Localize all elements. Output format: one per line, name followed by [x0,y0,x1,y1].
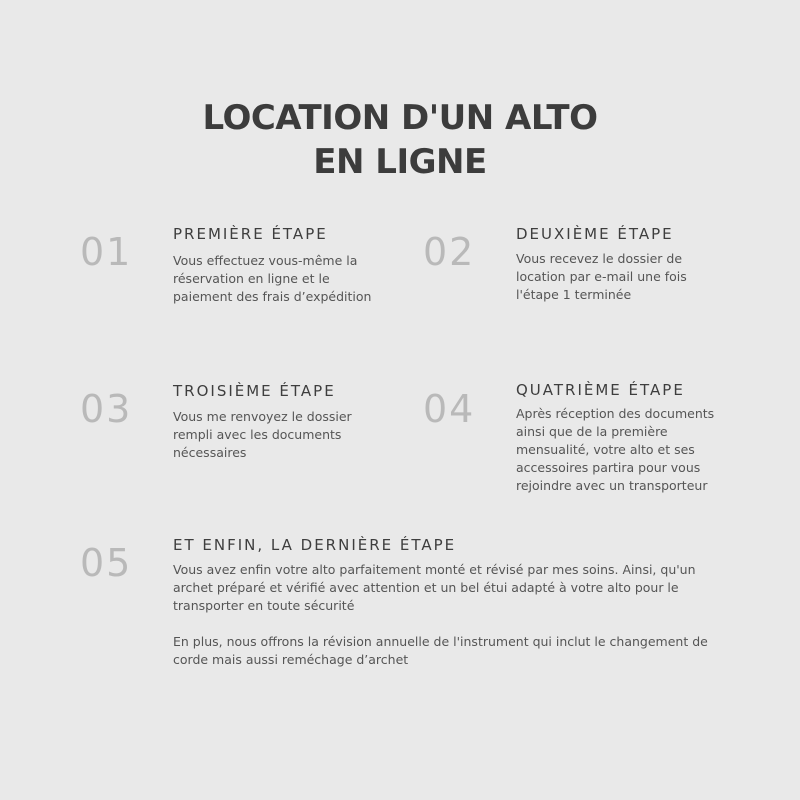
step-heading: ET ENFIN, LA DERNIÈRE ÉTAPE [173,536,457,554]
step-description: Vous recevez le dossier de location par e-mail une fois l'étape 1 terminée [516,251,687,302]
step-description: Vous effectuez vous-même la réservation en ligne et le paiement des frais d’expédition [173,253,372,304]
page-title-line-1: LOCATION D'UN ALTO [202,98,598,138]
step-number: 01 [80,230,133,274]
step-description: Vous avez enfin votre alto parfaitement monté et révisé par mes soins. Ainsi, qu'un archet préparé et vérifié avec attention et un bel étui adapté à votre alto pour le transporter en toute sécurité [173,562,696,613]
step-heading: DEUXIÈME ÉTAPE [516,225,674,243]
step-extra-description: En plus, nous offrons la révision annuelle de l'instrument qui inclut le changement de corde mais aussi reméchage d’archet [173,634,708,667]
step-description: Vous me renvoyez le dossier rempli avec les documents nécessaires [173,409,352,460]
step-number: 05 [80,541,133,585]
step-description: Après réception des documents ainsi que de la première mensualité, votre alto et ses accessoires partira pour vous rejoindre avec un transporteur [516,406,715,493]
step-number: 02 [423,230,476,274]
page-title [0,96,800,184]
step-number: 03 [80,387,133,431]
step-heading: QUATRIÈME ÉTAPE [516,381,685,399]
step-number: 04 [423,387,476,431]
step-heading: PREMIÈRE ÉTAPE [173,225,328,243]
page-title-line-2: EN LIGNE [313,142,487,182]
step-heading: TROISIÈME ÉTAPE [173,382,336,400]
